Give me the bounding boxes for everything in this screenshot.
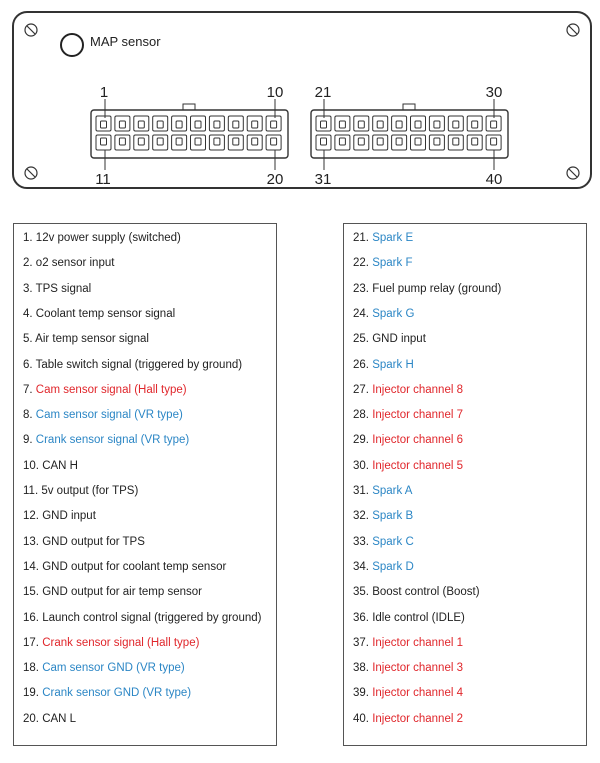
pin-number: 37. bbox=[353, 636, 369, 649]
connector-pin-terminal bbox=[321, 138, 327, 145]
pin-number: 12. bbox=[23, 510, 39, 523]
screw-top-right-icon bbox=[567, 24, 579, 36]
pin-number: 5. bbox=[23, 333, 33, 346]
pin-row bbox=[23, 306, 175, 322]
pin-row bbox=[23, 711, 76, 727]
pin-number: 14. bbox=[23, 560, 39, 573]
connector-pin-terminal bbox=[195, 121, 201, 128]
connector-pin-terminal bbox=[415, 138, 421, 145]
pin-number: 39. bbox=[353, 687, 369, 700]
pin-number: 28. bbox=[353, 409, 369, 422]
pin-number: 29. bbox=[353, 434, 369, 447]
pin-row bbox=[353, 508, 413, 524]
pin-row bbox=[353, 255, 412, 271]
pin-number: 19. bbox=[23, 687, 39, 700]
connector-pin-terminal bbox=[233, 138, 239, 145]
pin-number: 40. bbox=[353, 712, 369, 725]
connector-pin-terminal bbox=[271, 121, 277, 128]
pin-row bbox=[353, 711, 463, 727]
pin-number: 21. bbox=[353, 232, 369, 244]
pin-row bbox=[23, 458, 78, 474]
connector-pin-terminal bbox=[138, 138, 144, 145]
pin-description: Spark B bbox=[372, 510, 414, 523]
pin-description: Injector channel 6 bbox=[372, 434, 463, 447]
connector-pin-terminal bbox=[472, 138, 478, 145]
pin-number: 34. bbox=[353, 560, 369, 573]
pin-number: 13. bbox=[23, 535, 39, 548]
pin-row bbox=[353, 357, 414, 373]
connector-pin-terminal bbox=[377, 121, 383, 128]
pin-number: 23. bbox=[353, 282, 369, 295]
pin-row bbox=[23, 331, 149, 347]
connector-pin-terminal bbox=[214, 138, 220, 145]
pin-number: 32. bbox=[353, 510, 369, 523]
label-pin-21: 21 bbox=[314, 84, 332, 101]
pin-description: Cam sensor signal (Hall type) bbox=[35, 383, 187, 396]
connector-pin-terminal bbox=[252, 121, 258, 128]
pin-row bbox=[353, 432, 463, 448]
connector-pin-terminal bbox=[101, 138, 107, 145]
pin-number: 3. bbox=[23, 282, 33, 295]
pin-description: Injector channel 5 bbox=[372, 459, 463, 472]
pin-list-21-40 bbox=[343, 223, 587, 746]
label-pin-40: 40 bbox=[485, 171, 503, 188]
pin-number: 11. bbox=[23, 485, 39, 497]
pin-row bbox=[353, 230, 413, 246]
connector-pin-terminal bbox=[491, 138, 497, 145]
connector-pin-terminal bbox=[358, 138, 364, 145]
connector-pin-terminal bbox=[434, 121, 440, 128]
pin-description: Cam sensor GND (VR type) bbox=[42, 662, 185, 675]
pin-description: Spark A bbox=[372, 485, 413, 497]
pin-description: Injector channel 1 bbox=[372, 636, 463, 649]
pin-row bbox=[353, 559, 414, 575]
pin-number: 15. bbox=[23, 586, 39, 599]
pin-number: 7. bbox=[23, 383, 33, 396]
pin-row bbox=[353, 685, 463, 701]
pin-description: Spark C bbox=[372, 535, 414, 548]
pin-description: Injector channel 4 bbox=[372, 687, 463, 700]
connector-pin-terminal bbox=[453, 121, 459, 128]
pin-description: Crank sensor signal (VR type) bbox=[35, 434, 190, 447]
pin-description: GND output for TPS bbox=[42, 535, 145, 548]
label-pin-1: 1 bbox=[99, 84, 109, 101]
connector-pin-terminal bbox=[176, 121, 182, 128]
pin-row bbox=[353, 610, 465, 626]
pin-description: CAN L bbox=[42, 712, 77, 725]
pin-row bbox=[353, 306, 414, 322]
pin-description: Launch control signal (triggered by ground) bbox=[42, 611, 262, 624]
connector-pin-terminal bbox=[491, 121, 497, 128]
pin-description: Table switch signal (triggered by ground) bbox=[35, 358, 243, 371]
screw-bottom-right-icon bbox=[567, 167, 579, 179]
pin-row bbox=[353, 584, 480, 600]
pin-description: Air temp sensor signal bbox=[35, 333, 149, 346]
connector-2 bbox=[311, 104, 508, 158]
pin-row bbox=[23, 559, 226, 575]
pin-row bbox=[23, 534, 145, 550]
connector-1 bbox=[91, 104, 288, 158]
connector-pin-terminal bbox=[195, 138, 201, 145]
connector-pin-terminal bbox=[358, 121, 364, 128]
pin-row bbox=[353, 635, 463, 651]
pin-row bbox=[23, 685, 191, 701]
pin-number: 16. bbox=[23, 611, 39, 624]
screw-bottom-left-icon bbox=[25, 167, 37, 179]
pin-row bbox=[23, 483, 138, 499]
pin-description: o2 sensor input bbox=[35, 257, 115, 270]
pin-description: GND output for coolant temp sensor bbox=[42, 560, 227, 573]
connector-pin-terminal bbox=[138, 121, 144, 128]
pin-description: Spark H bbox=[372, 358, 414, 371]
pin-row bbox=[353, 407, 463, 423]
connector-pin-terminal bbox=[214, 121, 220, 128]
pin-description: GND output for air temp sensor bbox=[42, 586, 202, 599]
connector-pin-terminal bbox=[453, 138, 459, 145]
pin-number: 8. bbox=[23, 409, 33, 422]
connector-pin-terminal bbox=[415, 121, 421, 128]
pin-description: Idle control (IDLE) bbox=[372, 611, 465, 624]
pin-row bbox=[23, 382, 187, 398]
connector-pin-terminal bbox=[339, 138, 345, 145]
label-pin-31: 31 bbox=[314, 171, 332, 188]
label-pin-10: 10 bbox=[266, 84, 284, 101]
pin-description: Fuel pump relay (ground) bbox=[372, 282, 502, 295]
label-pin-20: 20 bbox=[266, 171, 284, 188]
connector-pin-terminal bbox=[233, 121, 239, 128]
connector-pin-terminal bbox=[101, 121, 107, 128]
pin-row bbox=[353, 660, 463, 676]
pin-description: Crank sensor GND (VR type) bbox=[42, 687, 192, 700]
pin-description: Injector channel 3 bbox=[372, 662, 463, 675]
connector-pin-terminal bbox=[271, 138, 277, 145]
pin-description: TPS signal bbox=[35, 282, 92, 295]
pin-description: Crank sensor signal (Hall type) bbox=[42, 636, 200, 649]
pin-description: Spark F bbox=[372, 257, 413, 270]
pin-description: Injector channel 7 bbox=[372, 409, 463, 422]
connector-pin-terminal bbox=[321, 121, 327, 128]
pin-number: 10. bbox=[23, 459, 39, 472]
pin-description: Injector channel 2 bbox=[372, 712, 463, 725]
pin-number: 6. bbox=[23, 358, 33, 371]
pin-number: 38. bbox=[353, 662, 369, 675]
pin-number: 31. bbox=[353, 485, 369, 497]
pin-row bbox=[353, 458, 463, 474]
connector-pin-terminal bbox=[396, 138, 402, 145]
pin-row bbox=[353, 483, 412, 499]
connector-pin-terminal bbox=[339, 121, 345, 128]
pin-number: 9. bbox=[23, 434, 33, 447]
pin-number: 20. bbox=[23, 712, 39, 725]
connector-pin-terminal bbox=[252, 138, 258, 145]
pin-description: 12v power supply (switched) bbox=[35, 232, 181, 244]
pin-row bbox=[23, 230, 181, 246]
pin-number: 2. bbox=[23, 257, 33, 270]
pin-row bbox=[353, 534, 414, 550]
pin-description: Spark D bbox=[372, 560, 414, 573]
connector-pin-terminal bbox=[176, 138, 182, 145]
pin-number: 25. bbox=[353, 333, 369, 346]
connector-pin-terminal bbox=[157, 121, 163, 128]
pin-row bbox=[353, 281, 501, 297]
screw-top-left-icon bbox=[25, 24, 37, 36]
pin-number: 35. bbox=[353, 586, 369, 599]
pin-row bbox=[23, 635, 199, 651]
pin-number: 33. bbox=[353, 535, 369, 548]
pin-description: Spark E bbox=[372, 232, 414, 244]
pin-number: 24. bbox=[353, 307, 369, 320]
pin-number: 17. bbox=[23, 636, 39, 649]
label-pin-30: 30 bbox=[485, 84, 503, 101]
pin-description: Coolant temp sensor signal bbox=[35, 307, 176, 320]
pin-row bbox=[23, 281, 91, 297]
map-sensor-label: MAP sensor bbox=[90, 34, 161, 49]
connector-pin-terminal bbox=[157, 138, 163, 145]
pin-description: 5v output (for TPS) bbox=[41, 485, 139, 497]
pin-row bbox=[353, 382, 463, 398]
pin-row bbox=[23, 610, 261, 626]
pin-number: 36. bbox=[353, 611, 369, 624]
pin-row bbox=[23, 407, 183, 423]
pin-row bbox=[23, 357, 242, 373]
pin-number: 4. bbox=[23, 307, 33, 320]
pin-row bbox=[353, 331, 426, 347]
pin-number: 18. bbox=[23, 662, 39, 675]
pin-row bbox=[23, 508, 96, 524]
pin-row bbox=[23, 432, 189, 448]
pin-number: 1. bbox=[23, 232, 33, 244]
connector-pin-terminal bbox=[434, 138, 440, 145]
connector-pin-terminal bbox=[396, 121, 402, 128]
pin-description: GND input bbox=[42, 510, 96, 523]
pin-row bbox=[23, 660, 185, 676]
connector-pin-terminal bbox=[472, 121, 478, 128]
pin-description: Injector channel 8 bbox=[372, 383, 463, 396]
pin-number: 22. bbox=[353, 257, 369, 270]
pin-description: Cam sensor signal (VR type) bbox=[35, 409, 183, 422]
connector-pin-terminal bbox=[119, 121, 125, 128]
pin-list-1-20 bbox=[13, 223, 277, 746]
pin-number: 27. bbox=[353, 383, 369, 396]
connector-pin-terminal bbox=[119, 138, 125, 145]
label-pin-11: 11 bbox=[95, 171, 111, 188]
ecu-connector-diagram bbox=[0, 0, 600, 200]
pin-row bbox=[23, 584, 202, 600]
pin-description: CAN H bbox=[42, 459, 78, 472]
pin-description: GND input bbox=[372, 333, 426, 346]
connector-pin-terminal bbox=[377, 138, 383, 145]
pin-number: 30. bbox=[353, 459, 369, 472]
pin-description: Spark G bbox=[372, 307, 415, 320]
pin-row bbox=[23, 255, 114, 271]
pin-number: 26. bbox=[353, 358, 369, 371]
pin-description: Boost control (Boost) bbox=[372, 586, 480, 599]
map-sensor-port-icon bbox=[61, 34, 83, 56]
